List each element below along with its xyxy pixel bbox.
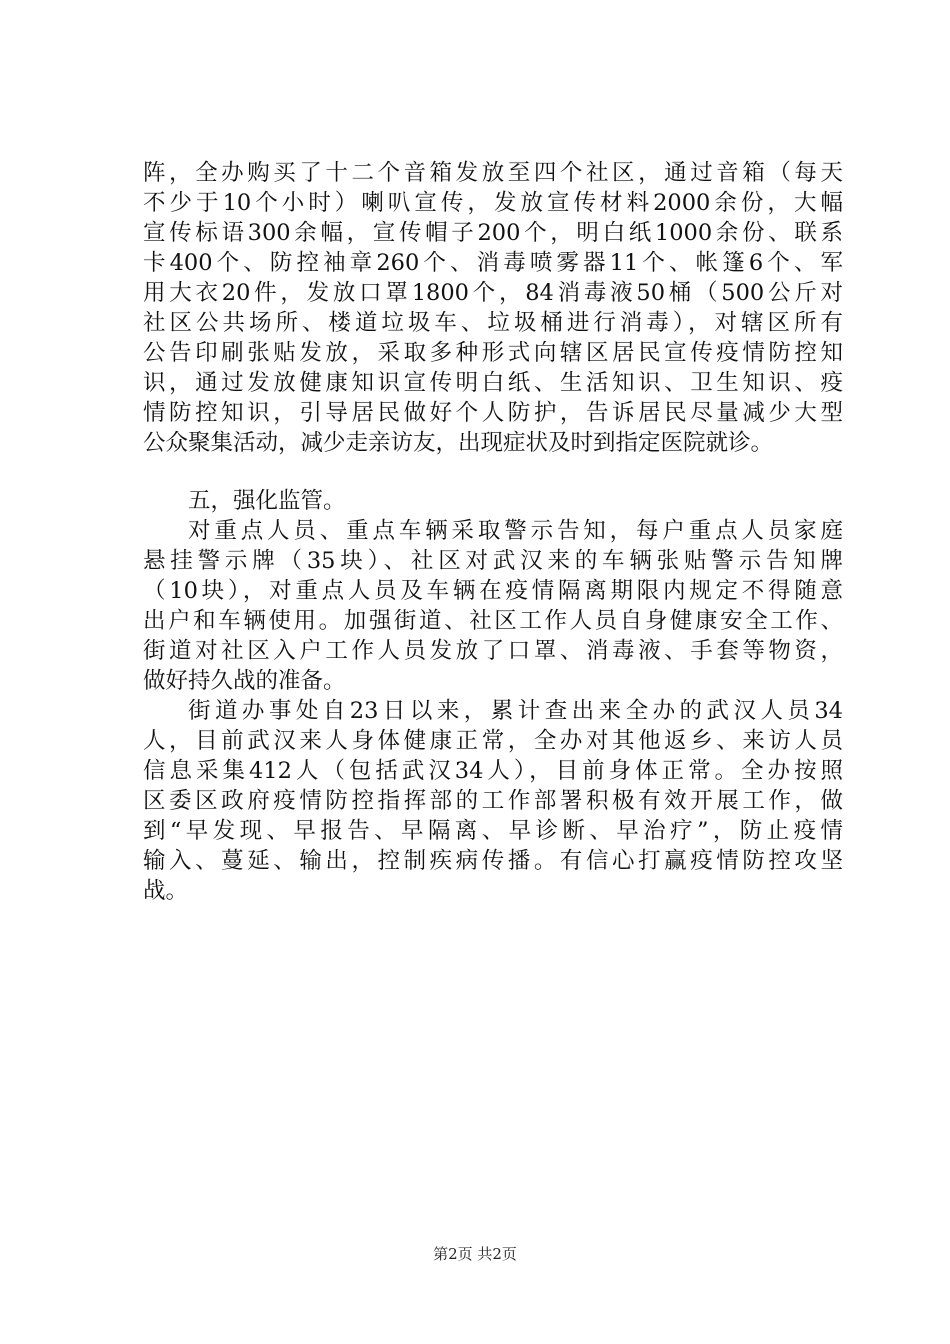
text-line: 对重点人员、重点车辆采取警示告知，每户重点人员家庭	[188, 518, 843, 544]
page-number-footer: 第2页 共2页	[433, 1245, 517, 1263]
text-line: 公众聚集活动，减少走亲访友，出现症状及时到指定医院就诊。	[143, 430, 774, 456]
text-line: 出户和车辆使用。加强街道、社区工作人员自身健康安全工作、	[143, 608, 843, 634]
text-line: 信息采集412人（包括武汉34人），目前身体正常。全办按照	[143, 758, 843, 784]
paragraph-supervision	[143, 516, 843, 696]
text-line: 区委区政府疫情防控指挥部的工作部署积极有效开展工作，做	[143, 788, 843, 814]
text-line: 人，目前武汉来人身体健康正常，全办对其他返乡、来访人员	[143, 728, 843, 754]
text-line: 街道对社区入户工作人员发放了口罩、消毒液、手套等物资，	[143, 638, 843, 664]
paragraph-summary	[143, 696, 843, 906]
text-line: 街道办事处自23日以来，累计查出来全办的武汉人员34	[188, 698, 843, 724]
section-heading: 五，强化监管。	[188, 488, 346, 514]
paragraph-gap	[143, 458, 843, 486]
text-line: 宣传标语300余幅，宣传帽子200个，明白纸1000余份、联系	[143, 220, 843, 246]
text-line: 到“早发现、早报告、早隔离、早诊断、早治疗”，防止疫情	[143, 818, 843, 844]
paragraph-carryover	[143, 158, 843, 458]
text-line: 社区公共场所、楼道垃圾车、垃圾桶进行消毒），对辖区所有	[143, 310, 843, 336]
document-body	[143, 158, 843, 906]
text-line: 阵，全办购买了十二个音箱发放至四个社区，通过音箱（每天	[143, 160, 843, 186]
text-line: 公告印刷张贴发放，采取多种形式向辖区居民宣传疫情防控知	[143, 340, 843, 366]
text-line: 用大衣20件，发放口罩1800个，84消毒液50桶（500公斤对	[143, 280, 843, 306]
text-line: 情防控知识，引导居民做好个人防护，告诉居民尽量减少大型	[143, 400, 843, 426]
text-line: 卡400个、防控袖章260个、消毒喷雾器11个、帐篷6个、军	[143, 250, 843, 276]
text-line: 识，通过发放健康知识宣传明白纸、生活知识、卫生知识、疫	[143, 370, 843, 396]
text-line: 悬挂警示牌（35块）、社区对武汉来的车辆张贴警示告知牌	[143, 548, 843, 574]
text-line: 做好持久战的准备。	[143, 668, 346, 694]
text-line: （10块），对重点人员及车辆在疫情隔离期限内规定不得随意	[143, 578, 843, 604]
text-line: 不少于10个小时）喇叭宣传，发放宣传材料2000余份，大幅	[143, 190, 843, 216]
text-line: 输入、蔓延、输出，控制疾病传播。有信心打赢疫情防控攻坚	[143, 848, 843, 874]
text-line: 战。	[143, 878, 189, 904]
